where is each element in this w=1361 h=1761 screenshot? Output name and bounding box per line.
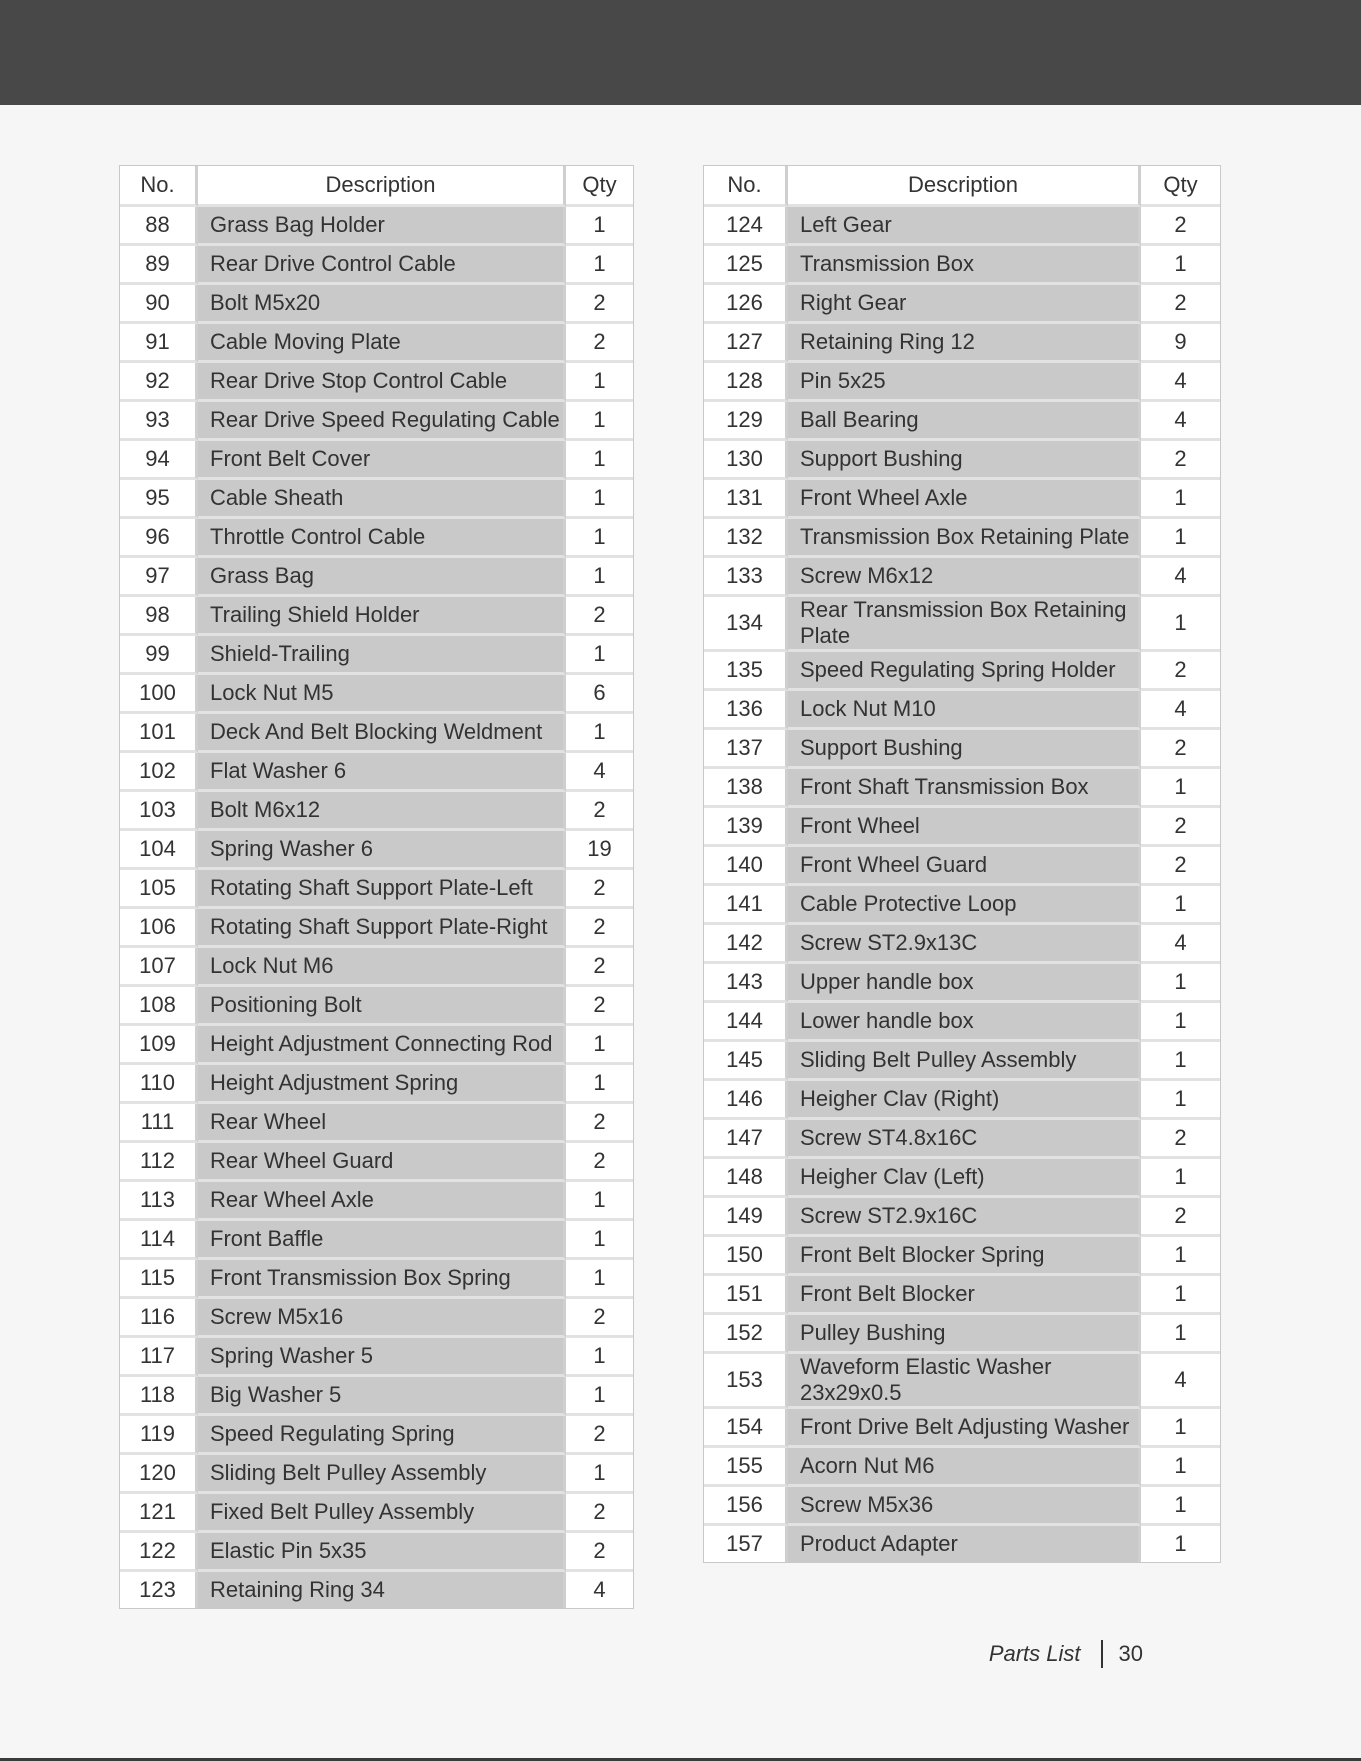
cell-description: Spring Washer 5 [198,1338,566,1377]
table-row [120,285,633,324]
cell-description: Right Gear [788,285,1141,324]
cell-qty: 2 [1141,730,1220,769]
cell-qty: 2 [566,987,633,1026]
cell-qty: 19 [566,831,633,870]
cell-description: Shield-Trailing [198,636,566,675]
cell-no: 112 [120,1143,198,1182]
cell-description: Height Adjustment Connecting Rod [198,1026,566,1065]
cell-description: Rear Wheel Guard [198,1143,566,1182]
table-row [704,480,1220,519]
cell-no: 121 [120,1494,198,1533]
cell-qty: 1 [1141,1237,1220,1276]
cell-description: Pin 5x25 [788,363,1141,402]
table-row [120,792,633,831]
table-row [704,886,1220,925]
table-row [120,987,633,1026]
table-row [704,925,1220,964]
cell-qty: 2 [1141,207,1220,246]
header-bar [0,0,1361,105]
cell-qty: 1 [566,1377,633,1416]
cell-qty: 1 [1141,1526,1220,1562]
cell-qty: 1 [566,480,633,519]
table-row [704,1081,1220,1120]
table-row [120,675,633,714]
table-row [704,1409,1220,1448]
cell-no: 134 [704,597,788,652]
table-row [120,1455,633,1494]
cell-no: 157 [704,1526,788,1562]
cell-no: 122 [120,1533,198,1572]
cell-qty: 1 [566,1338,633,1377]
cell-qty: 1 [566,1221,633,1260]
cell-no: 156 [704,1487,788,1526]
cell-no: 151 [704,1276,788,1315]
table-row [704,808,1220,847]
cell-description: Throttle Control Cable [198,519,566,558]
cell-description: Left Gear [788,207,1141,246]
cell-qty: 1 [1141,1448,1220,1487]
cell-qty: 1 [566,1455,633,1494]
cell-description: Retaining Ring 12 [788,324,1141,363]
table-row [704,730,1220,769]
table-row [704,246,1220,285]
table-row [704,441,1220,480]
cell-no: 148 [704,1159,788,1198]
cell-qty: 1 [1141,769,1220,808]
cell-no: 124 [704,207,788,246]
cell-description: Transmission Box Retaining Plate [788,519,1141,558]
cell-qty: 2 [1141,1198,1220,1237]
cell-qty: 2 [566,1143,633,1182]
table-row [120,1299,633,1338]
cell-qty: 2 [1141,1120,1220,1159]
cell-no: 139 [704,808,788,847]
cell-no: 154 [704,1409,788,1448]
table-row [704,1487,1220,1526]
table-row [120,1026,633,1065]
cell-qty: 1 [566,519,633,558]
cell-qty: 1 [1141,1487,1220,1526]
parts-table-left [119,165,634,1609]
cell-qty: 1 [1141,1409,1220,1448]
cell-description: Screw ST2.9x16C [788,1198,1141,1237]
table-row [120,1338,633,1377]
cell-description: Grass Bag [198,558,566,597]
cell-no: 96 [120,519,198,558]
table-row [120,1377,633,1416]
cell-qty: 1 [566,1182,633,1221]
cell-no: 107 [120,948,198,987]
cell-no: 114 [120,1221,198,1260]
cell-no: 95 [120,480,198,519]
cell-qty: 2 [566,1104,633,1143]
table-row [120,363,633,402]
cell-description: Spring Washer 6 [198,831,566,870]
table-row [120,441,633,480]
cell-qty: 1 [566,1065,633,1104]
cell-no: 149 [704,1198,788,1237]
cell-description: Front Baffle [198,1221,566,1260]
cell-description: Bolt M5x20 [198,285,566,324]
cell-no: 127 [704,324,788,363]
table-row [704,691,1220,730]
table-header-row [704,166,1220,207]
page-number: 30 [1118,1641,1143,1666]
parts-table-right [703,165,1221,1563]
cell-no: 103 [120,792,198,831]
table-row [120,1065,633,1104]
cell-no: 120 [120,1455,198,1494]
cell-no: 113 [120,1182,198,1221]
cell-qty: 1 [1141,480,1220,519]
cell-description: Grass Bag Holder [198,207,566,246]
table-row [120,1260,633,1299]
cell-no: 92 [120,363,198,402]
page-footer [989,1640,1143,1668]
table-row [120,1533,633,1572]
footer-divider [1101,1640,1103,1668]
cell-description: Front Wheel Axle [788,480,1141,519]
cell-qty: 1 [566,1260,633,1299]
cell-description: Front Belt Blocker Spring [788,1237,1141,1276]
cell-description: Big Washer 5 [198,1377,566,1416]
cell-qty: 6 [566,675,633,714]
column-header-no: No. [120,166,198,207]
cell-no: 143 [704,964,788,1003]
cell-description: Pulley Bushing [788,1315,1141,1354]
cell-description: Screw ST2.9x13C [788,925,1141,964]
table-row [704,402,1220,441]
cell-qty: 1 [566,1026,633,1065]
column-header-qty: Qty [566,166,633,207]
table-row [704,1276,1220,1315]
cell-qty: 1 [1141,519,1220,558]
column-header-description: Description [788,166,1141,207]
cell-qty: 2 [566,1416,633,1455]
cell-no: 106 [120,909,198,948]
cell-qty: 2 [1141,808,1220,847]
cell-description: Lower handle box [788,1003,1141,1042]
cell-description: Speed Regulating Spring Holder [788,652,1141,691]
cell-qty: 4 [1141,691,1220,730]
cell-no: 141 [704,886,788,925]
column-header-no: No. [704,166,788,207]
cell-qty: 2 [1141,285,1220,324]
cell-no: 109 [120,1026,198,1065]
cell-no: 94 [120,441,198,480]
cell-no: 142 [704,925,788,964]
cell-description: Rotating Shaft Support Plate-Left [198,870,566,909]
column-header-description: Description [198,166,566,207]
cell-description: Rear Drive Speed Regulating Cable [198,402,566,441]
cell-no: 129 [704,402,788,441]
cell-no: 93 [120,402,198,441]
table-row [120,1143,633,1182]
table-row [704,1315,1220,1354]
table-row [120,636,633,675]
cell-description: Heigher Clav (Right) [788,1081,1141,1120]
cell-no: 130 [704,441,788,480]
cell-qty: 1 [1141,1159,1220,1198]
cell-description: Height Adjustment Spring [198,1065,566,1104]
cell-qty: 4 [566,753,633,792]
cell-qty: 2 [566,285,633,324]
cell-no: 101 [120,714,198,753]
cell-no: 131 [704,480,788,519]
cell-qty: 2 [566,792,633,831]
cell-qty: 2 [566,1494,633,1533]
table-row [704,558,1220,597]
cell-no: 140 [704,847,788,886]
table-row [704,597,1220,652]
table-row [704,652,1220,691]
cell-no: 119 [120,1416,198,1455]
cell-qty: 4 [1141,558,1220,597]
cell-qty: 4 [1141,363,1220,402]
cell-description: Cable Sheath [198,480,566,519]
cell-description: Front Wheel [788,808,1141,847]
cell-description: Elastic Pin 5x35 [198,1533,566,1572]
cell-description: Lock Nut M6 [198,948,566,987]
cell-description: Front Belt Blocker [788,1276,1141,1315]
table-row [120,519,633,558]
cell-no: 144 [704,1003,788,1042]
cell-no: 102 [120,753,198,792]
cell-qty: 1 [1141,246,1220,285]
cell-description: Ball Bearing [788,402,1141,441]
cell-no: 110 [120,1065,198,1104]
table-row [120,558,633,597]
cell-qty: 4 [1141,402,1220,441]
cell-description: Front Belt Cover [198,441,566,480]
cell-description: Trailing Shield Holder [198,597,566,636]
cell-no: 111 [120,1104,198,1143]
table-row [704,363,1220,402]
cell-no: 153 [704,1354,788,1409]
table-row [120,909,633,948]
cell-description: Fixed Belt Pulley Assembly [198,1494,566,1533]
cell-description: Transmission Box [788,246,1141,285]
cell-qty: 4 [1141,925,1220,964]
cell-description: Rear Wheel Axle [198,1182,566,1221]
cell-description: Rear Drive Stop Control Cable [198,363,566,402]
cell-description: Rear Drive Control Cable [198,246,566,285]
table-row [120,1182,633,1221]
cell-no: 155 [704,1448,788,1487]
cell-qty: 1 [566,402,633,441]
cell-qty: 2 [566,1299,633,1338]
cell-no: 99 [120,636,198,675]
cell-no: 133 [704,558,788,597]
table-row [704,964,1220,1003]
table-row [120,948,633,987]
cell-no: 147 [704,1120,788,1159]
cell-description: Retaining Ring 34 [198,1572,566,1608]
table-row [120,1221,633,1260]
table-row [704,1448,1220,1487]
cell-qty: 2 [1141,652,1220,691]
table-row [120,207,633,246]
table-row [120,402,633,441]
cell-no: 138 [704,769,788,808]
cell-description: Sliding Belt Pulley Assembly [198,1455,566,1494]
cell-no: 98 [120,597,198,636]
cell-qty: 1 [1141,1042,1220,1081]
cell-description: Lock Nut M5 [198,675,566,714]
cell-no: 123 [120,1572,198,1608]
cell-description: Deck And Belt Blocking Weldment [198,714,566,753]
cell-description: Sliding Belt Pulley Assembly [788,1042,1141,1081]
table-row [704,285,1220,324]
table-row [120,1494,633,1533]
cell-qty: 1 [566,636,633,675]
cell-no: 88 [120,207,198,246]
cell-description: Screw ST4.8x16C [788,1120,1141,1159]
cell-no: 89 [120,246,198,285]
cell-no: 105 [120,870,198,909]
cell-description: Upper handle box [788,964,1141,1003]
table-row [120,831,633,870]
cell-no: 108 [120,987,198,1026]
cell-description: Screw M5x36 [788,1487,1141,1526]
table-row [120,1416,633,1455]
cell-qty: 1 [566,207,633,246]
cell-description: Rear Wheel [198,1104,566,1143]
cell-qty: 2 [566,909,633,948]
cell-qty: 1 [566,363,633,402]
cell-description: Acorn Nut M6 [788,1448,1141,1487]
table-row [704,1120,1220,1159]
cell-no: 116 [120,1299,198,1338]
cell-description: Front Wheel Guard [788,847,1141,886]
cell-qty: 1 [566,246,633,285]
cell-qty: 1 [566,558,633,597]
table-row [120,246,633,285]
table-row [704,1198,1220,1237]
cell-qty: 1 [1141,964,1220,1003]
table-row [120,714,633,753]
cell-qty: 2 [566,1533,633,1572]
cell-no: 91 [120,324,198,363]
cell-description: Lock Nut M10 [788,691,1141,730]
cell-description: Bolt M6x12 [198,792,566,831]
cell-qty: 4 [566,1572,633,1608]
cell-no: 135 [704,652,788,691]
table-row [704,1526,1220,1562]
cell-no: 146 [704,1081,788,1120]
cell-qty: 9 [1141,324,1220,363]
cell-description: Support Bushing [788,730,1141,769]
table-row [704,324,1220,363]
table-row [120,1572,633,1608]
cell-qty: 2 [566,597,633,636]
cell-no: 104 [120,831,198,870]
section-title: Parts List [988,1641,1081,1666]
cell-description: Heigher Clav (Left) [788,1159,1141,1198]
cell-no: 125 [704,246,788,285]
table-row [704,1354,1220,1409]
cell-description: Rotating Shaft Support Plate-Right [198,909,566,948]
cell-qty: 1 [1141,1003,1220,1042]
cell-no: 128 [704,363,788,402]
cell-description: Front Drive Belt Adjusting Washer [788,1409,1141,1448]
cell-no: 100 [120,675,198,714]
cell-description: Cable Moving Plate [198,324,566,363]
cell-qty: 1 [1141,1081,1220,1120]
cell-no: 118 [120,1377,198,1416]
table-row [704,1042,1220,1081]
table-row [704,847,1220,886]
table-row [120,870,633,909]
cell-no: 126 [704,285,788,324]
cell-description: Front Transmission Box Spring [198,1260,566,1299]
cell-qty: 4 [1141,1354,1220,1409]
table-row [120,1104,633,1143]
cell-no: 145 [704,1042,788,1081]
cell-qty: 2 [1141,441,1220,480]
cell-no: 90 [120,285,198,324]
cell-no: 132 [704,519,788,558]
cell-description: Flat Washer 6 [198,753,566,792]
cell-description: Product Adapter [788,1526,1141,1562]
cell-qty: 2 [566,870,633,909]
cell-description: Cable Protective Loop [788,886,1141,925]
table-row [704,1159,1220,1198]
cell-description: Rear Transmission Box Retaining Plate [788,597,1141,652]
cell-qty: 2 [566,948,633,987]
cell-description: Screw M6x12 [788,558,1141,597]
table-row [120,480,633,519]
cell-description: Support Bushing [788,441,1141,480]
cell-description: Positioning Bolt [198,987,566,1026]
cell-no: 137 [704,730,788,769]
cell-description: Waveform Elastic Washer 23x29x0.5 [788,1354,1141,1409]
cell-qty: 1 [1141,1315,1220,1354]
cell-description: Front Shaft Transmission Box [788,769,1141,808]
cell-qty: 2 [566,324,633,363]
cell-no: 136 [704,691,788,730]
cell-qty: 1 [1141,1276,1220,1315]
table-row [120,597,633,636]
table-row [704,1237,1220,1276]
table-row [704,207,1220,246]
cell-qty: 1 [1141,886,1220,925]
cell-qty: 1 [566,714,633,753]
cell-description: Speed Regulating Spring [198,1416,566,1455]
table-row [704,769,1220,808]
cell-qty: 1 [566,441,633,480]
table-row [120,324,633,363]
column-header-qty: Qty [1141,166,1220,207]
cell-qty: 1 [1141,597,1220,652]
table-row [704,519,1220,558]
table-row [704,1003,1220,1042]
table-row [120,753,633,792]
cell-no: 150 [704,1237,788,1276]
cell-no: 97 [120,558,198,597]
table-header-row [120,166,633,207]
cell-no: 115 [120,1260,198,1299]
cell-description: Screw M5x16 [198,1299,566,1338]
cell-qty: 2 [1141,847,1220,886]
cell-no: 152 [704,1315,788,1354]
cell-no: 117 [120,1338,198,1377]
